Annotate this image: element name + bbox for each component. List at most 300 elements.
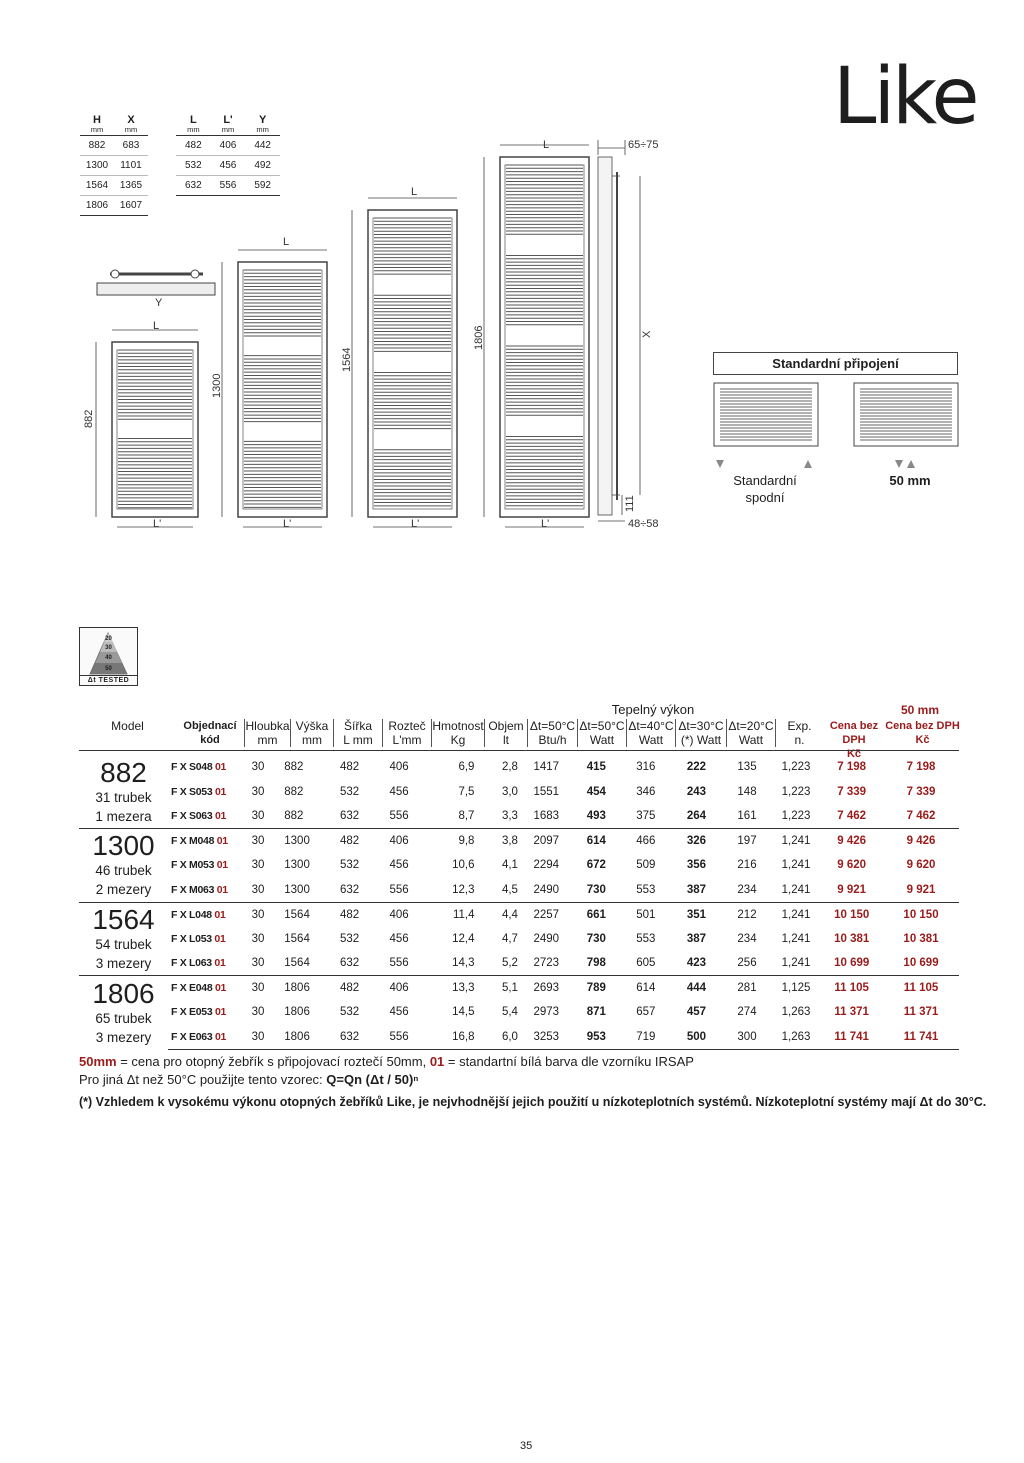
dim-label: X [641,330,653,338]
cell-width: 482 [325,829,375,854]
order-code [168,829,235,854]
model-gaps: 2 mezery [95,882,152,898]
dim-label: 48÷58 [628,518,659,530]
header-line: Hloubka [245,719,290,733]
col-header: X [127,114,135,126]
cell-price: 9 426 [820,829,883,854]
dim-cell: 456 [211,155,246,175]
cell-w50: 454 [586,785,606,798]
code-suffix: 01 [216,883,228,896]
cell-width: 532 [339,932,360,945]
table-row [79,829,959,854]
label-line: Standardní [733,473,797,488]
cell-weight: 12,3 [424,878,478,903]
cell-w50: 730 [586,932,606,945]
cell-price: 10 699 [820,951,883,976]
col-header-12 [726,719,775,747]
cell-pitch: 406 [374,902,424,927]
dim-cell: 406 [211,135,246,155]
order-code [168,927,235,952]
cell-weight: 8,7 [424,804,478,829]
cell-btu: 2490 [521,878,572,903]
cell-price50: 9 620 [906,859,936,872]
header-unit: n. [794,733,805,747]
order-code [168,804,235,829]
side-view [598,140,640,521]
cell-volume: 5,4 [501,1006,518,1019]
cell-volume: 6,0 [477,1025,520,1050]
code-base: F X S053 [171,785,215,798]
code-base: F X M063 [171,883,217,896]
cell-w50: 798 [572,951,622,976]
note-line-2 [79,1071,418,1088]
cell-w30: 222 [686,761,707,774]
model-cell [79,829,168,903]
cell-w30: 243 [686,785,707,798]
dim-cell: 1101 [114,155,148,175]
cell-w20: 234 [737,932,757,945]
group-header-50mm: 50 mm [900,703,940,717]
code-base: F X S048 [171,761,215,774]
top-view [97,270,215,295]
dim-label: 65÷75 [628,139,659,151]
table-row [79,1000,959,1025]
cell-volume: 2,8 [501,761,518,774]
cell-exp: 1,241 [781,859,811,872]
header-line: Δt=40°C [628,719,674,733]
col-header-7 [484,719,527,747]
cell-btu: 2723 [521,951,572,976]
cell-exp: 1,241 [772,878,821,903]
cell-volume: 3,8 [477,829,520,854]
cell-weight: 10,6 [452,859,475,872]
badge-level: 40 [105,655,112,661]
cell-w50: 953 [572,1025,622,1050]
cell-w40: 346 [636,785,656,798]
dim-label: L [543,139,550,151]
header-unit: mm [257,733,278,747]
formula: Q=Qn (Δt / 50)ⁿ [326,1072,419,1087]
header-line: Objem [488,719,524,733]
col-header-5 [382,719,431,747]
cell-pitch: 556 [374,804,424,829]
order-code [168,1000,235,1025]
table-row [79,878,959,903]
connection-arrows [716,460,915,468]
cell-weight: 9,8 [424,829,478,854]
table-row [79,902,959,927]
header-line: Δt=30°C [678,719,724,733]
radiator-1806 [484,145,589,527]
cell-weight: 14,3 [424,951,478,976]
cell-btu: 2973 [533,1006,560,1019]
cell-pitch: 456 [389,785,409,798]
table-row [79,755,959,780]
cell-weight: 13,3 [424,976,478,1001]
cell-exp: 1,263 [781,1006,811,1019]
note-text: Pro jiná Δt než 50°C použijte tento vzorec: [79,1072,327,1087]
header-unit: Watt [589,733,615,747]
order-code [168,878,235,903]
col-unit: mm [176,126,211,135]
code-base: F X M048 [171,835,217,847]
model-height: 882 [100,756,147,788]
code-base: F X S063 [171,810,215,822]
table-row [79,927,959,952]
cell-w40: 553 [621,878,671,903]
dim-cell: 482 [176,135,211,155]
cell-height: 1806 [281,976,324,1001]
dim-label: L' [411,518,420,530]
radiator-1564 [352,198,457,527]
group-header-heat-output: Tepelný výkon [611,702,695,717]
order-code [168,951,235,976]
dim-label: L' [541,518,550,530]
cell-w30: 351 [671,902,723,927]
col-unit: mm [114,126,148,135]
cell-pitch: 456 [389,1006,409,1019]
cell-w20: 216 [737,859,757,872]
cell-height: 1564 [281,951,324,976]
cell-w30: 444 [671,976,723,1001]
cell-price50: 10 150 [883,902,959,927]
cell-height: 882 [284,785,304,798]
cell-w40: 501 [621,902,671,927]
cell-exp: 1,125 [772,976,821,1001]
col-header-1 [176,719,244,747]
cell-height: 882 [281,804,324,829]
order-code [168,902,235,927]
cell-w50: 789 [572,976,622,1001]
table-row [79,853,959,878]
cell-width: 632 [325,1025,375,1050]
cell-price: 7 462 [820,804,883,829]
code-base: F X L053 [171,932,215,945]
cell-pitch: 456 [389,859,409,872]
cell-price: 7 339 [837,785,867,798]
dim-label: L' [153,518,162,530]
cell-price50: 11 105 [883,976,959,1001]
cell-w30: 264 [671,804,723,829]
dim-label: L' [283,518,292,530]
cell-depth: 30 [235,976,282,1001]
cell-weight: 7,5 [458,785,475,798]
cell-w30: 356 [686,859,707,872]
code-base: F X L063 [171,957,215,969]
code-suffix: 01 [216,859,228,872]
cell-depth: 30 [251,785,265,798]
header-line: Cena bez DPH [829,720,879,746]
cell-w20: 212 [722,902,772,927]
cell-w20: 197 [722,829,772,854]
dim-cell: 1365 [114,175,148,195]
dim-label: 1806 [473,325,485,350]
dim-cell: 1806 [80,195,114,215]
cell-height: 882 [284,761,304,774]
col-header: Y [258,114,267,126]
dt-tested-badge [79,627,138,686]
header-line: Model [111,719,144,733]
cell-exp: 1,241 [772,951,821,976]
dim-label: 882 [83,409,95,428]
cell-btu: 2257 [521,902,572,927]
cell-w40: 719 [621,1025,671,1050]
cell-pitch: 406 [389,761,409,774]
table-row [79,976,959,1001]
cell-w50: 614 [572,829,622,854]
dim-label: 1564 [341,347,353,372]
cell-pitch: 406 [374,976,424,1001]
dim-cell: 592 [245,175,280,195]
header-line: Výška [295,719,329,733]
dim-cell: 632 [176,175,211,195]
cell-exp: 1,223 [772,804,821,829]
cell-width: 482 [339,761,360,774]
cell-width: 482 [325,902,375,927]
cell-weight: 16,8 [424,1025,478,1050]
table-row [79,1025,959,1050]
dim-cell: 1564 [80,175,114,195]
order-code [168,755,235,780]
cell-btu: 3253 [521,1025,572,1050]
cell-price50: 7 339 [906,785,936,798]
cell-w20: 148 [737,785,757,798]
cell-price50: 11 371 [903,1006,939,1019]
cell-price: 9 921 [820,878,883,903]
col-unit: mm [245,126,280,135]
cell-weight: 12,4 [452,932,475,945]
cell-price50: 7 462 [883,804,959,829]
header-line: Hmotnost [432,719,484,733]
cell-w20: 281 [722,976,772,1001]
cell-price50: 10 381 [903,932,939,945]
order-code [168,976,235,1001]
cell-price50: 9 426 [883,829,959,854]
cell-width: 532 [339,1006,360,1019]
table-row [79,951,959,976]
cell-pitch: 556 [374,1025,424,1050]
cell-width: 482 [325,976,375,1001]
model-gaps: 3 mezery [95,1029,152,1045]
cell-w50: 661 [572,902,622,927]
col-header-9 [577,719,626,747]
cell-w30: 387 [686,932,707,945]
note-line-1 [79,1053,694,1070]
cell-btu: 2490 [533,932,560,945]
radiator-882 [96,330,198,527]
header-rule [79,750,959,751]
cell-btu: 2097 [521,829,572,854]
note-text: = cena pro otopný žebřík s připojovací roztečí 50mm, [116,1054,430,1069]
cell-w40: 605 [621,951,671,976]
cell-w40: 316 [636,761,656,774]
code-suffix: 01 [215,810,227,822]
cell-price: 11 741 [820,1025,883,1050]
radiator-1300 [222,250,327,527]
code-base: F X L048 [171,908,215,921]
note-01: 01 [429,1054,445,1069]
cell-w40: 553 [636,932,656,945]
dim-label: L [283,236,290,248]
cell-pitch: 556 [374,951,424,976]
model-tubes: 54 trubek [95,936,152,952]
header-unit: Btu/h [538,733,567,747]
col-header-2 [244,719,290,747]
brand-title: Like [833,52,977,142]
model-cell [79,976,168,1050]
dim-cell: 442 [245,135,280,155]
cell-price: 11 105 [820,976,883,1001]
cell-exp: 1,241 [772,829,821,854]
header-unit: (*) Watt [680,733,722,747]
order-code [168,1025,235,1050]
cell-w20: 234 [722,878,772,903]
cell-btu: 1551 [533,785,560,798]
cell-volume: 5,2 [477,951,520,976]
cell-depth: 30 [251,932,265,945]
cell-w40: 657 [636,1006,656,1019]
cell-width: 532 [339,785,360,798]
cell-w20: 274 [737,1006,757,1019]
order-code [168,780,235,805]
code-suffix: 01 [215,785,227,798]
code-base: F X E063 [171,1030,215,1043]
col-header: L' [223,114,233,126]
connection-label-standard [720,472,810,506]
label-line: spodní [745,490,785,505]
col-header-6 [431,719,484,747]
cell-w50: 672 [586,859,606,872]
cell-price50: 11 741 [883,1025,959,1050]
cell-w20: 135 [737,761,757,774]
header-line: Cena bez DPH [885,720,960,732]
cell-volume: 3,3 [477,804,520,829]
cell-w30: 387 [671,878,723,903]
cell-btu: 2693 [521,976,572,1001]
header-line: Rozteč [388,719,426,733]
cell-exp: 1,263 [772,1025,821,1050]
code-suffix: 01 [215,761,227,774]
model-height: 1806 [92,977,155,1009]
cell-w20: 256 [722,951,772,976]
cell-w50: 730 [572,878,622,903]
cell-width: 532 [339,859,360,872]
connection-label-50mm: 50 mm [889,473,931,488]
cell-depth: 30 [235,804,282,829]
code-suffix: 01 [215,1006,227,1019]
cell-w50: 415 [586,761,606,774]
cell-w40: 375 [621,804,671,829]
col-header-10 [626,719,675,747]
cell-weight: 6,9 [458,761,475,774]
cell-volume: 3,0 [501,785,518,798]
dim-label: L [153,320,160,332]
cell-w30: 326 [671,829,723,854]
badge-text: Δt TESTED [80,675,137,685]
cell-price: 9 620 [837,859,867,872]
note-text: = standartní bílá barva dle vzorníku IRSAP [444,1054,694,1069]
header-unit: Watt [738,733,764,747]
header-unit: L'mm [392,733,422,747]
cell-w40: 614 [621,976,671,1001]
cell-exp: 1,223 [781,761,811,774]
model-height: 1300 [92,830,155,862]
cell-price: 11 371 [834,1006,869,1019]
dim-cell: 1300 [80,155,114,175]
cell-price: 10 381 [834,932,870,945]
col-header: L [189,114,197,126]
cell-w40: 509 [636,859,656,872]
cell-width: 632 [325,951,375,976]
model-tubes: 31 trubek [95,789,152,805]
cell-w50: 871 [586,1006,606,1019]
dim-label: L [411,186,418,198]
model-tubes: 46 trubek [95,863,152,879]
cell-pitch: 456 [389,932,409,945]
cell-w30: 423 [671,951,723,976]
cell-exp: 1,223 [781,785,811,798]
header-line: Šířka [343,719,372,733]
cell-height: 1564 [284,932,310,945]
code-base: F X E048 [171,982,215,994]
cell-depth: 30 [235,1025,282,1050]
col-header-15 [885,719,960,747]
model-gaps: 1 mezera [95,808,152,824]
note-line-3: (*) Vzhledem k vysokému výkonu otopných žebříků Like, je nejvhodnější jejich použití u nízkoteplotních systémů. Nízkoteplotní systémy mají Δt do 30°C. [79,1095,987,1109]
col-header-0 [79,719,176,733]
badge-level: 50 [105,666,112,672]
cell-btu: 1417 [533,761,560,774]
cell-w30: 457 [686,1006,707,1019]
model-tubes: 65 trubek [95,1010,152,1026]
col-unit: mm [211,126,246,135]
cell-depth: 30 [235,878,282,903]
cell-w20: 300 [722,1025,772,1050]
cell-weight: 11,4 [424,902,478,927]
model-height: 1564 [92,903,155,935]
cell-width: 632 [325,878,375,903]
header-line: Δt=50°C [579,719,625,733]
cell-height: 1564 [281,902,324,927]
cell-w20: 161 [722,804,772,829]
dim-label: Y [155,297,163,309]
table-row [79,780,959,805]
header-unit: Kg [450,733,466,747]
note-50mm: 50mm [79,1054,117,1069]
dim-cell: 556 [211,175,246,195]
cell-depth: 30 [235,951,282,976]
model-cell [79,902,168,976]
page-number: 35 [520,1440,533,1452]
code-suffix: 01 [215,1030,227,1043]
cell-price: 10 150 [820,902,883,927]
col-unit: mm [80,126,114,135]
cell-price: 7 198 [837,761,867,774]
code-base: F X M053 [171,859,217,872]
header-unit: mm [302,733,322,747]
cell-depth: 30 [251,761,265,774]
cell-height: 1300 [284,859,310,872]
cell-price50: 9 921 [883,878,959,903]
header-unit: Kč [915,734,930,746]
code-suffix: 01 [215,982,227,994]
cell-w40: 466 [621,829,671,854]
cell-weight: 14,5 [452,1006,475,1019]
cell-height: 1806 [284,1006,310,1019]
model-cell [79,755,168,829]
model-gaps: 3 mezery [95,955,152,971]
cell-btu: 1683 [521,804,572,829]
